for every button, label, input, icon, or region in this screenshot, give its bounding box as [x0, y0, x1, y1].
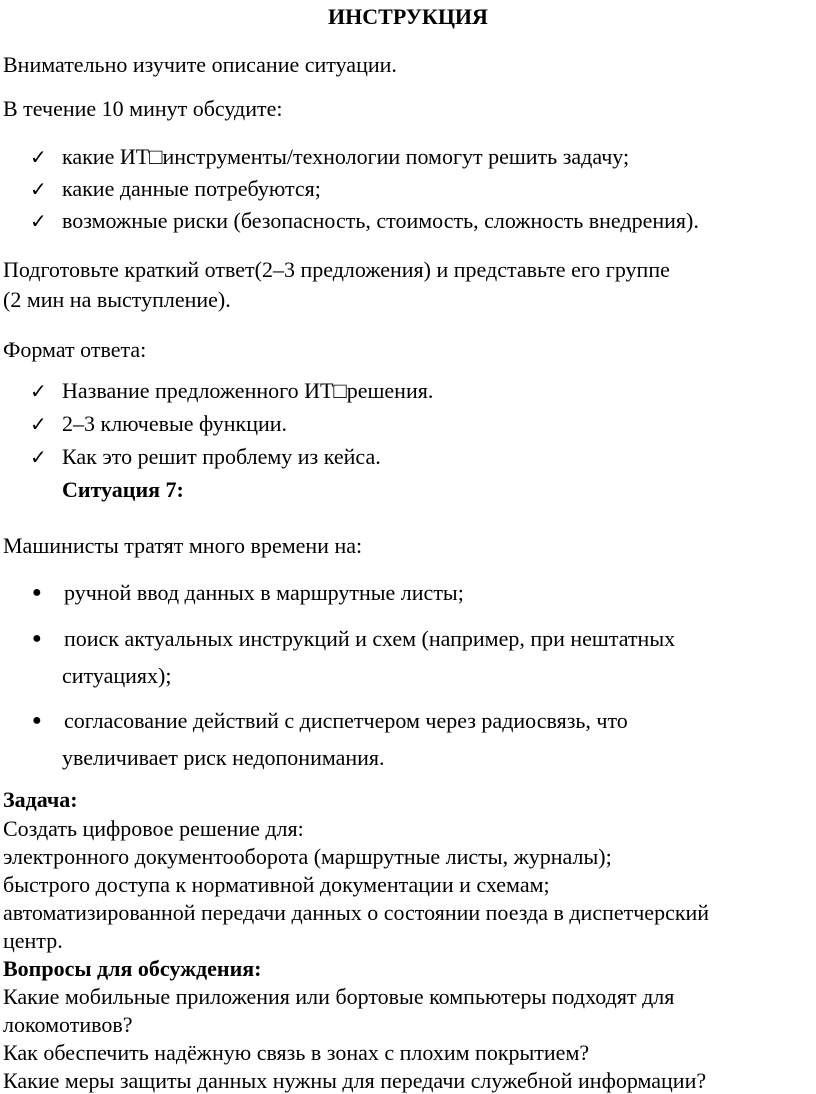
situation-lead: Машинисты тратят много времени на: [3, 533, 363, 558]
situation-item-continuation: ситуациях); [62, 663, 172, 688]
format-item: ✓ 2–3 ключевые функции. [30, 411, 288, 436]
bullet-icon: ● [32, 712, 42, 729]
task-heading: Задача: [3, 787, 78, 812]
situation-item: ● согласование действий с диспетчером через радиосвязь, что [32, 708, 628, 733]
situation-heading: Ситуация 7: [62, 477, 184, 502]
checkmark-icon: ✓ [30, 445, 47, 469]
task-line: автоматизированной передачи данных о состоянии поезда в диспетчерский [3, 900, 710, 925]
checkmark-icon: ✓ [30, 412, 47, 436]
task-line: центр. [3, 928, 63, 953]
task-line: быстрого доступа к нормативной документации и схемам; [3, 872, 550, 897]
prepare-text-line2: (2 мин на выступление). [3, 287, 231, 312]
format-item: ✓ Как это решит проблему из кейса. [30, 444, 381, 469]
document-title: ИНСТРУКЦИЯ [328, 4, 488, 29]
situation-item: ● поиск актуальных инструкций и схем (например, при нештатных [32, 626, 676, 651]
situation-item: ● ручной ввод данных в маршрутные листы; [32, 580, 464, 605]
discuss-item: ✓ возможные риски (безопасность, стоимость, сложность внедрения). [30, 208, 699, 233]
question-line: Как обеспечить надёжную связь в зонах с плохим покрытием? [3, 1040, 590, 1065]
format-item: ✓ Название предложенного ИТ□решения. [30, 378, 434, 403]
question-line: Какие мобильные приложения или бортовые компьютеры подходят для [3, 984, 675, 1009]
task-line: Создать цифровое решение для: [3, 816, 304, 841]
discuss-item: ✓ какие данные потребуются; [30, 176, 321, 201]
question-line: локомотивов? [3, 1012, 133, 1037]
checkmark-icon: ✓ [30, 209, 47, 233]
questions-heading: Вопросы для обсуждения: [3, 956, 262, 981]
format-lead: Формат ответа: [3, 337, 147, 362]
prepare-text-line1: Подготовьте краткий ответ(2–3 предложения) и представьте его группе [3, 257, 670, 282]
bullet-icon: ● [32, 584, 42, 601]
checkmark-icon: ✓ [30, 177, 47, 201]
task-line: электронного документооборота (маршрутные листы, журналы); [3, 844, 612, 869]
discuss-lead: В течение 10 минут обсудите: [3, 96, 283, 121]
question-line: Какие меры защиты данных нужны для передачи служебной информации? [3, 1068, 707, 1093]
situation-item-continuation: увеличивает риск недопонимания. [62, 745, 385, 770]
bullet-icon: ● [32, 630, 42, 647]
checkmark-icon: ✓ [30, 379, 47, 403]
intro-text: Внимательно изучите описание ситуации. [3, 52, 397, 77]
discuss-item: ✓ какие ИТ□инструменты/технологии помогут решить задачу; [30, 144, 630, 169]
checkmark-icon: ✓ [30, 145, 47, 169]
